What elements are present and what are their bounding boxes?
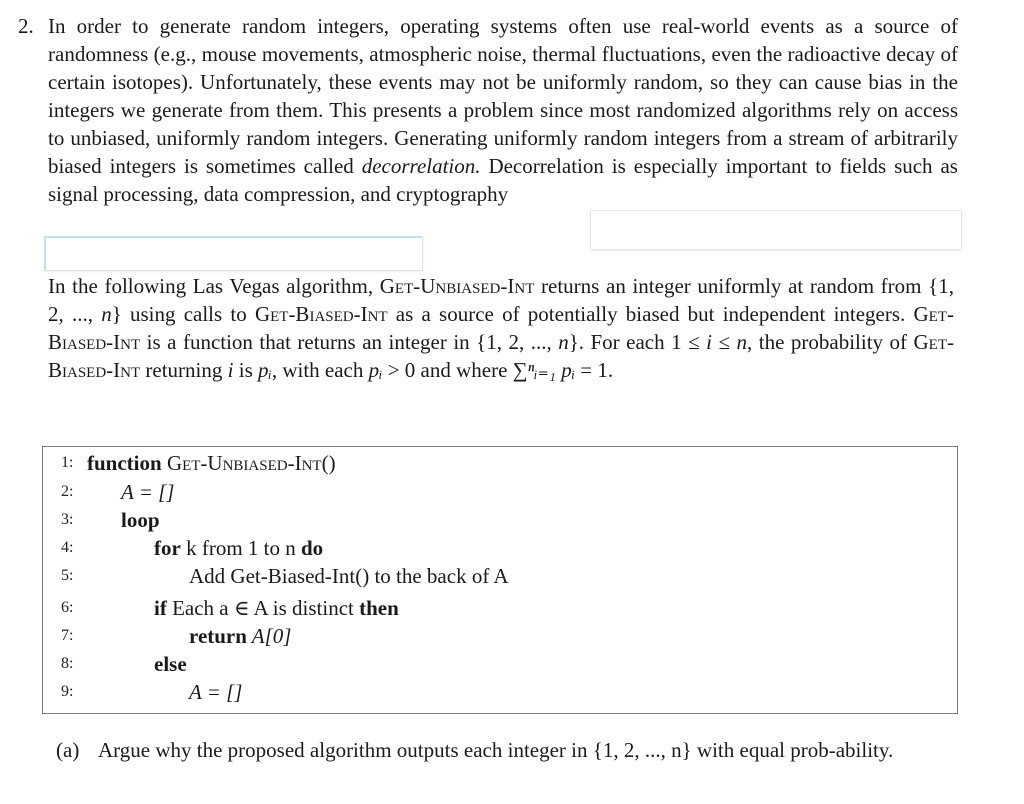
term-decorrelation: decorrelation.: [361, 154, 481, 178]
empty-annotation-box: [44, 236, 423, 271]
function-name: Get-Unbiased-Int: [379, 274, 535, 298]
line-number: 1:: [61, 454, 74, 471]
sum-expression: ∑ⁿᵢ₌₁ pᵢ: [512, 358, 576, 382]
line-number: 7:: [61, 627, 74, 644]
line-number: 3:: [61, 511, 74, 528]
question-part-a: [56, 736, 956, 764]
line-number: 2:: [61, 483, 74, 500]
algorithm-description: In the following Las Vegas algorithm, Get-Unbiased-Int returns an integer uniformly at random from {1, 2, ..., n} using calls to Get-Biased-Int as a source of potentially biased but independent integers. Get-Biased-Int is a function that returns an integer in {1, 2, ..., n}. For each 1 ≤ i ≤ n, the probability of Get-Biased-Int returning i is pᵢ, with each pᵢ > 0 and where ∑ⁿᵢ₌₁ pᵢ = 1.: [48, 274, 954, 382]
line-number: 6:: [61, 599, 74, 616]
problem-statement: [18, 12, 958, 208]
line-number: 8:: [61, 655, 74, 672]
empty-annotation-box-2: [590, 210, 962, 250]
function-name: Get-Biased-Int: [48, 330, 954, 382]
part-label: (a): [56, 738, 80, 762]
problem-number: 2.: [18, 14, 34, 38]
function-name: Get-Biased-Int: [254, 302, 388, 326]
function-name: Get-Biased-Int: [48, 302, 954, 354]
line-number: 5:: [61, 567, 74, 584]
problem-paragraph-1: In order to generate random integers, operating systems often use real-world events as a source of randomness (e.g., mouse movements, atmospheric noise, thermal fluctuations, even the radioactive decay of certain isotopes). Unfortunately, these events may not be uniformly random, so they can cause bias in the integers we generate from them. This presents a problem since most randomized algorithms rely on access to unbiased, uniformly random integers. Generating uniformly random integers from a stream of arbitrarily biased integers is sometimes called decorrelation. Decorrelation is especially important to fields such as signal processing, data compression, and cryptography: [48, 14, 958, 206]
algorithm-box: 1: function Get-Unbiased-Int() 2: A = [] 3: loop 4: for k from 1 to n do 5: Add Get-Biased-Int() to the back of A 6: if Each a ∈ A is distinct then 7: return A[0] 8: else 9: A = []: [42, 446, 958, 714]
line-number: 9:: [61, 683, 74, 700]
part-a-text: Argue why the proposed algorithm outputs each integer in {1, 2, ..., n} with equal prob-ability.: [98, 738, 894, 762]
line-number: 4:: [61, 539, 74, 556]
